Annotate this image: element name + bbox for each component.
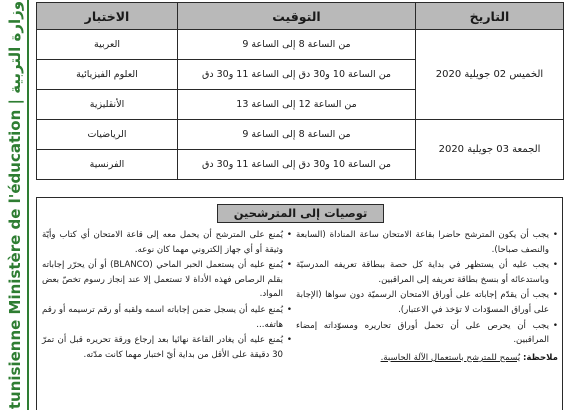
recommendation-item: • يجب أن يقدّم إجاباته على أوراق الامتحان الرسميّة دون سواها (الإجابة على أوراق المسوّدات لا تؤخذ في الاعتبار). xyxy=(296,288,558,317)
recommendations-box xyxy=(36,197,563,410)
ministry-side-banner xyxy=(0,0,30,410)
recommendation-item: • يجب عليه أن يستظهر في بداية كل حصة ببطاقة تعريفه المدرسيّة وباستدعائه أو بنسخ بطاقة تعريفه إلى المراقبين. xyxy=(296,258,558,287)
exam-schedule-table xyxy=(36,2,564,180)
prohibition-item: • يُمنع عليه أن يسجل ضمن إجاباته اسمه ولقبه أو رقم ترسيمه أو رقم هاتفه... xyxy=(42,303,292,332)
prohibition-item: • يُمنع عليه أن يغادر القاعة نهائيا بعد إرجاع ورقة تحريره قبل أن تمرّ 30 دقيقة على الأقل من بداية أيّ اختبار مهما كانت مدّته. xyxy=(42,333,292,362)
recommendations-right-column xyxy=(296,228,558,365)
recommendation-note xyxy=(296,351,558,366)
schedule-time: من الساعة 12 إلى الساعة 13 xyxy=(178,90,416,120)
note-label: ملاحظة xyxy=(526,352,558,363)
note-text: يُسمح للمترشح باستعمال الآلة الحاسبة. xyxy=(380,352,521,363)
prohibition-item: • يُمنع على المترشح أن يحمل معه إلى قاعة الامتحان أي كتاب وأيّة وثيقة أو أي جهاز إلكتروني مهما كان نوعه. xyxy=(42,228,292,257)
schedule-header-row xyxy=(37,3,564,30)
schedule-row xyxy=(37,120,564,150)
recommendation-item: • يجب أن يحرص على أن تحمل أوراق تحاريره ومسوّداته إمضاء المراقبين. xyxy=(296,319,558,348)
recommendations-title: توصيات إلى المترشحين xyxy=(217,204,384,223)
recommendations-left-column xyxy=(42,228,292,363)
recommendation-item: • يجب أن يكون المترشح حاضرا بقاعة الامتحان ساعة المناداة (السابعة والنصف صباحا). xyxy=(296,228,558,257)
header-time: التوقيت xyxy=(178,3,416,30)
schedule-exam: العلوم الفيزيائية xyxy=(37,60,178,90)
schedule-time: من الساعة 8 إلى الساعة 9 xyxy=(178,120,416,150)
prohibition-item: • يُمنع عليه أن يستعمل الحبر الماحي (BLANCO) أو أن يحرّر إجاباته بقلم الرصاص فهذه الأداة لا تستعمل إلا عند إنجاز رسوم تخصّ بعض المواد. xyxy=(42,258,292,302)
schedule-date: الجمعة 03 جويلية 2020 xyxy=(416,120,564,180)
banner-divider-line xyxy=(27,0,29,410)
schedule-exam: الأنقليزية xyxy=(37,90,178,120)
header-date: التاريخ xyxy=(416,3,564,30)
schedule-time: من الساعة 10 و30 دق إلى الساعة 11 و30 دق xyxy=(178,150,416,180)
header-exam: الاختبار xyxy=(37,3,178,30)
schedule-exam: الفرنسية xyxy=(37,150,178,180)
note-colon: : xyxy=(522,352,527,363)
schedule-date: الخميس 02 جويلية 2020 xyxy=(416,30,564,120)
schedule-row xyxy=(37,30,564,60)
schedule-exam: الرياضيات xyxy=(37,120,178,150)
schedule-time: من الساعة 8 إلى الساعة 9 xyxy=(178,30,416,60)
schedule-exam: العربية xyxy=(37,30,178,60)
ministry-side-text: tunisienne Ministère de l'éducation | وزارة التربية xyxy=(6,0,24,410)
schedule-time: من الساعة 10 و30 دق إلى الساعة 11 و30 دق xyxy=(178,60,416,90)
